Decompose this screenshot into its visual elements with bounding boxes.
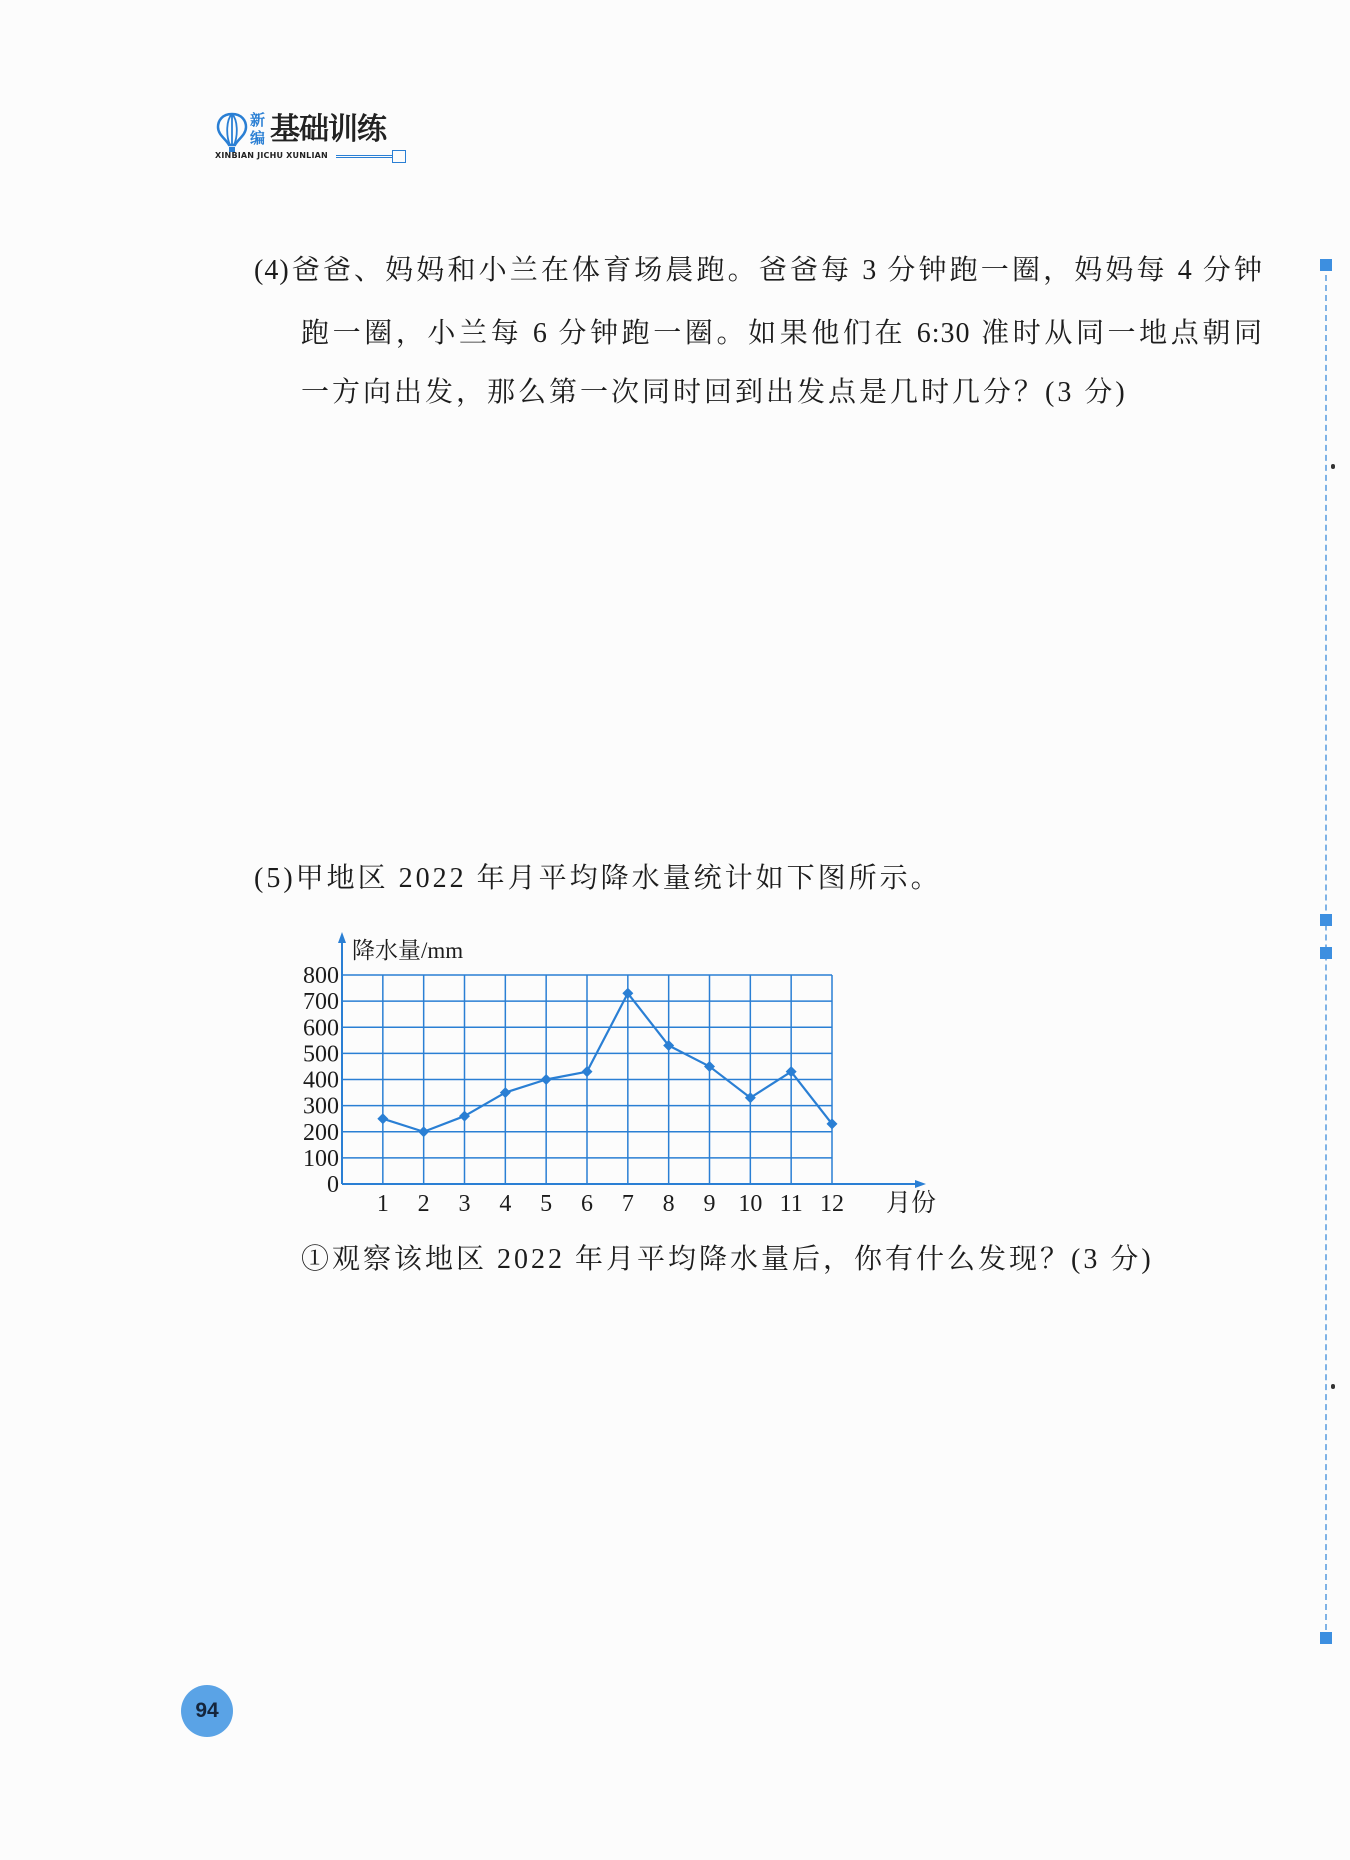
data-point-marker <box>418 1126 429 1137</box>
x-tick-label: 9 <box>703 1191 716 1217</box>
x-tick-label: 10 <box>738 1191 763 1217</box>
x-tick-label: 5 <box>540 1191 553 1217</box>
logo-small-top-text: 新 <box>250 111 266 129</box>
y-tick-label: 100 <box>303 1145 339 1172</box>
y-tick-label: 800 <box>303 963 339 989</box>
y-tick-label: 700 <box>303 989 339 1016</box>
x-tick-label: 8 <box>662 1191 675 1217</box>
logo-rule <box>336 155 392 158</box>
y-tick-label: 400 <box>303 1067 339 1094</box>
margin-marker <box>1320 914 1332 926</box>
x-axis-label: 月份 <box>886 1190 937 1217</box>
logo-title: 基础训练 <box>270 112 386 147</box>
data-point-marker <box>459 1111 470 1122</box>
y-tick-label: 500 <box>303 1041 339 1068</box>
q5-sub1: ①观察该地区 2022 年月平均降水量后，你有什么发现？(3 分) <box>301 1244 1154 1275</box>
data-point-marker <box>541 1074 552 1085</box>
x-tick-label: 2 <box>417 1191 430 1217</box>
x-tick-label: 4 <box>499 1191 512 1217</box>
data-point-marker <box>377 1113 388 1124</box>
y-tick-label: 300 <box>303 1093 339 1120</box>
logo-small-bottom-text: 编 <box>250 129 266 147</box>
binding-mark <box>1331 1384 1335 1389</box>
logo-pinyin: XINBIAN JICHU XUNLIAN <box>215 151 328 160</box>
y-axis-arrow <box>338 932 346 943</box>
x-tick-label: 3 <box>458 1191 471 1217</box>
binding-mark <box>1331 464 1335 469</box>
y-tick-label: 600 <box>303 1015 339 1042</box>
data-point-marker <box>500 1087 511 1098</box>
hot-air-balloon-icon <box>216 112 248 154</box>
x-tick-label: 6 <box>581 1191 593 1217</box>
page-number-badge: 94 <box>181 1685 233 1737</box>
x-tick-label: 1 <box>376 1191 389 1217</box>
q4-line-2: 跑一圈，小兰每 6 分钟跑一圈。如果他们在 6:30 准时从同一地点朝同 <box>301 318 1263 349</box>
rainfall-line-chart <box>280 920 960 1230</box>
margin-marker <box>1320 1632 1332 1644</box>
x-axis-arrow <box>915 1180 926 1188</box>
rainfall-series-line <box>383 993 832 1131</box>
y-tick-label: 200 <box>303 1119 339 1146</box>
q4-line-3: 一方向出发，那么第一次同时回到出发点是几时几分？(3 分) <box>301 377 1128 408</box>
data-point-marker <box>582 1066 593 1077</box>
x-tick-label: 7 <box>621 1191 634 1217</box>
logo-box <box>392 150 406 163</box>
q4-line-1: (4)爸爸、妈妈和小兰在体育场晨跑。爸爸每 3 分钟跑一圈，妈妈每 4 分钟 <box>254 255 1263 286</box>
x-tick-label: 11 <box>779 1191 803 1217</box>
margin-marker <box>1320 259 1332 271</box>
y-tick-label: 0 <box>327 1172 339 1198</box>
q5-intro: (5)甲地区 2022 年月平均降水量统计如下图所示。 <box>254 863 942 894</box>
margin-marker <box>1320 947 1332 959</box>
y-axis-label: 降水量/mm <box>352 938 464 963</box>
x-tick-label: 12 <box>820 1191 844 1217</box>
